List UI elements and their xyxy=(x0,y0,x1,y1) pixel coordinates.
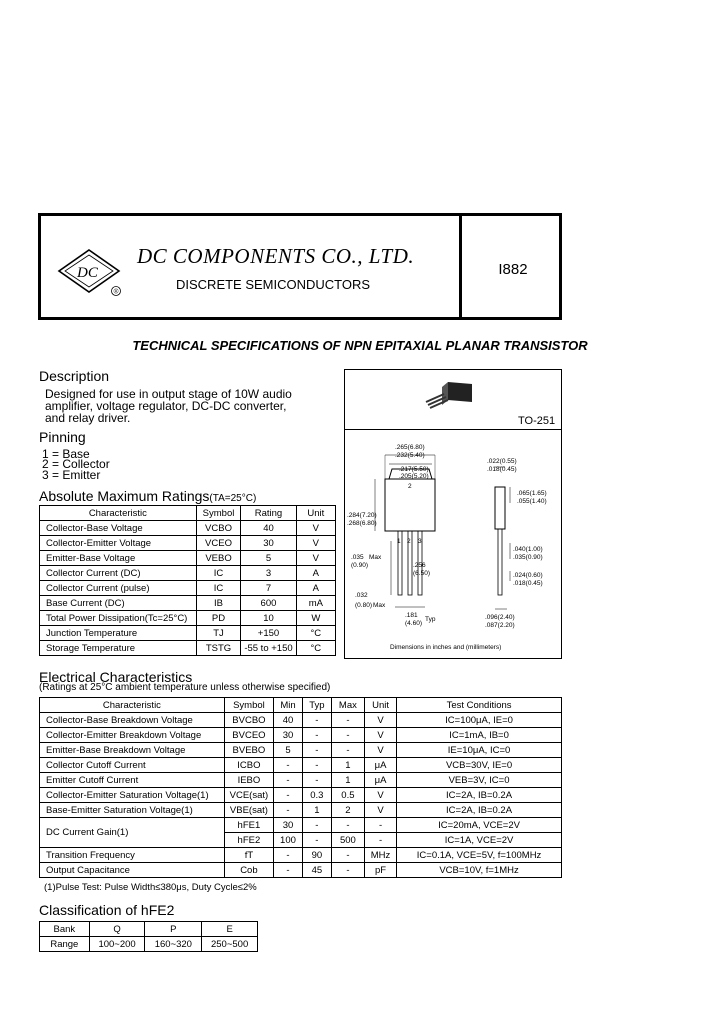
gain-cell: hFE1 xyxy=(224,818,273,833)
electrical-header-row xyxy=(40,698,562,713)
dim-d4: .205(5.20) xyxy=(399,473,429,480)
electrical-col-header: Test Conditions xyxy=(397,698,562,713)
electrical-cell: Base-Emitter Saturation Voltage(1) xyxy=(40,803,225,818)
electrical-note: (Ratings at 25°C ambient temperature unless otherwise specified) xyxy=(39,682,331,693)
electrical-row xyxy=(40,848,562,863)
abs-max-cell: V xyxy=(296,536,335,551)
abs-max-cell: W xyxy=(296,611,335,626)
electrical-cell: μA xyxy=(364,773,396,788)
abs-max-row xyxy=(40,641,336,656)
electrical-cell: Collector Cutoff Current xyxy=(40,758,225,773)
gain-cell: 30 xyxy=(274,818,303,833)
dim-d9: .284(7.20) xyxy=(347,512,377,519)
pinning-line-2: 2 = Collector xyxy=(42,457,110,471)
classification-col-header: P xyxy=(145,922,202,937)
electrical-row xyxy=(40,803,562,818)
dim-d18: .024(0.60) xyxy=(513,572,543,579)
electrical-cell: Cob xyxy=(224,863,273,878)
electrical-cell: 5 xyxy=(274,743,303,758)
electrical-cell: ICBO xyxy=(224,758,273,773)
pinning-heading: Pinning xyxy=(39,429,86,445)
electrical-footnote: (1)Pulse Test: Pulse Width≤380μs, Duty Cycle≤2% xyxy=(44,882,257,893)
classification-col-header: E xyxy=(202,922,258,937)
package-footnote: Dimensions in inches and (millimeters) xyxy=(390,644,502,651)
dim-d3: .217(5.50) xyxy=(399,466,429,473)
dim-d25: Typ xyxy=(425,616,436,623)
dim-d26: .096(2.40) xyxy=(485,614,515,621)
electrical-cell: IC=1mA, IB=0 xyxy=(397,728,562,743)
description-heading: Description xyxy=(39,368,110,384)
abs-max-row xyxy=(40,551,336,566)
package-name: TO-251 xyxy=(518,415,556,427)
dim-d17: .035(0.90) xyxy=(513,554,543,561)
gain-cell: - xyxy=(364,833,396,848)
abs-max-cell: 3 xyxy=(241,566,296,581)
electrical-cell: - xyxy=(331,728,364,743)
abs-max-cell: VCBO xyxy=(196,521,241,536)
abs-max-col-header: Symbol xyxy=(196,506,241,521)
electrical-cell: - xyxy=(331,713,364,728)
abs-max-cell: IC xyxy=(196,566,241,581)
dim-d20: .032 xyxy=(355,592,368,599)
dim-d21: (0.80) xyxy=(355,602,372,609)
abs-max-table xyxy=(39,505,336,656)
electrical-cell: VBE(sat) xyxy=(224,803,273,818)
abs-max-cell: mA xyxy=(296,596,335,611)
abs-max-row xyxy=(40,536,336,551)
abs-max-col-header: Unit xyxy=(296,506,335,521)
gain-cell: - xyxy=(364,818,396,833)
dc-logo xyxy=(55,247,127,297)
dim-d6: .018(0.45) xyxy=(487,466,517,473)
classification-heading: Classification of hFE2 xyxy=(39,902,175,918)
electrical-cell: 1 xyxy=(331,758,364,773)
dim-d27: .087(2.20) xyxy=(485,622,515,629)
pin-label-2: 2 xyxy=(407,538,411,545)
electrical-row xyxy=(40,743,562,758)
abs-max-header-row xyxy=(40,506,336,521)
electrical-cell: - xyxy=(331,848,364,863)
electrical-cell: 40 xyxy=(274,713,303,728)
electrical-cell: - xyxy=(274,773,303,788)
dim-d16: .040(1.00) xyxy=(513,546,543,553)
electrical-cell: IC=2A, IB=0.2A xyxy=(397,803,562,818)
abs-max-cell: Collector-Base Voltage xyxy=(40,521,197,536)
abs-max-cell: A xyxy=(296,566,335,581)
abs-max-row xyxy=(40,581,336,596)
dim-d7: .065(1.65) xyxy=(517,490,547,497)
abs-max-row xyxy=(40,611,336,626)
electrical-cell: - xyxy=(274,863,303,878)
abs-max-cell: 40 xyxy=(241,521,296,536)
dim-d2: .232(5.40) xyxy=(395,452,425,459)
electrical-cell: 90 xyxy=(302,848,331,863)
dim-d1: .265(6.80) xyxy=(395,444,425,451)
electrical-cell: VCE(sat) xyxy=(224,788,273,803)
classification-row xyxy=(40,937,258,952)
electrical-row xyxy=(40,713,562,728)
electrical-table xyxy=(39,697,562,878)
electrical-cell: IEBO xyxy=(224,773,273,788)
abs-max-heading-text: Absolute Maximum Ratings xyxy=(39,488,210,504)
abs-max-cell: VEBO xyxy=(196,551,241,566)
electrical-cell: 30 xyxy=(274,728,303,743)
company-subtitle: DISCRETE SEMICONDUCTORS xyxy=(176,277,371,292)
gain-label: DC Current Gain(1) xyxy=(40,818,225,848)
description-line-1: Designed for use in output stage of 10W audio xyxy=(45,387,292,401)
part-number: I882 xyxy=(498,261,528,278)
electrical-cell: 0.5 xyxy=(331,788,364,803)
gain-cell: IC=20mA, VCE=2V xyxy=(397,818,562,833)
dim-d8: .055(1.40) xyxy=(517,498,547,505)
electrical-row xyxy=(40,728,562,743)
registered-mark: ® xyxy=(113,288,119,296)
abs-max-col-header: Characteristic xyxy=(40,506,197,521)
classification-cell: Range xyxy=(40,937,90,952)
abs-max-cell: -55 to +150 xyxy=(241,641,296,656)
dim-d5: .022(0.55) xyxy=(487,458,517,465)
gain-row xyxy=(40,818,562,833)
dim-d12: (0.90) xyxy=(351,562,368,569)
abs-max-cell: 30 xyxy=(241,536,296,551)
document-title: TECHNICAL SPECIFICATIONS OF NPN EPITAXIAL PLANAR TRANSISTOR xyxy=(132,338,588,353)
gain-cell: - xyxy=(331,818,364,833)
electrical-cell: V xyxy=(364,788,396,803)
dim-d10: .268(6.80) xyxy=(347,520,377,527)
classification-col-header: Bank xyxy=(40,922,90,937)
abs-max-cell: VCEO xyxy=(196,536,241,551)
classification-cell: 160~320 xyxy=(145,937,202,952)
gain-cell: - xyxy=(302,818,331,833)
electrical-cell: V xyxy=(364,803,396,818)
electrical-cell: 2 xyxy=(331,803,364,818)
abs-max-cell: TJ xyxy=(196,626,241,641)
abs-max-cell: 600 xyxy=(241,596,296,611)
electrical-cell: - xyxy=(331,743,364,758)
electrical-cell: Collector-Emitter Breakdown Voltage xyxy=(40,728,225,743)
abs-max-cell: Collector-Emitter Voltage xyxy=(40,536,197,551)
electrical-cell: pF xyxy=(364,863,396,878)
gain-cell: - xyxy=(302,833,331,848)
gain-cell: hFE2 xyxy=(224,833,273,848)
dim-d23: .181 xyxy=(405,612,418,619)
electrical-col-header: Typ xyxy=(302,698,331,713)
electrical-cell: V xyxy=(364,743,396,758)
abs-max-cell: Collector Current (DC) xyxy=(40,566,197,581)
electrical-cell: 0.3 xyxy=(302,788,331,803)
electrical-row xyxy=(40,773,562,788)
classification-col-header: Q xyxy=(89,922,145,937)
electrical-col-header: Min xyxy=(274,698,303,713)
abs-max-cell: V xyxy=(296,551,335,566)
electrical-heading: Electrical Characteristics xyxy=(39,669,193,685)
electrical-cell: - xyxy=(331,863,364,878)
electrical-cell: - xyxy=(302,773,331,788)
electrical-cell: - xyxy=(274,803,303,818)
electrical-cell: - xyxy=(302,743,331,758)
abs-max-heading-cond: (TA=25°C) xyxy=(209,493,257,504)
electrical-cell: - xyxy=(274,758,303,773)
electrical-cell: V xyxy=(364,713,396,728)
abs-max-cell: +150 xyxy=(241,626,296,641)
pinning-line-1: 1 = Base xyxy=(42,447,90,461)
classification-cell: 250~500 xyxy=(202,937,258,952)
abs-max-cell: Base Current (DC) xyxy=(40,596,197,611)
electrical-col-header: Symbol xyxy=(224,698,273,713)
electrical-cell: - xyxy=(302,758,331,773)
classification-table xyxy=(39,921,258,952)
electrical-cell: IC=0.1A, VCE=5V, f=100MHz xyxy=(397,848,562,863)
package-dimension-drawing xyxy=(345,431,561,657)
company-name: DC COMPONENTS CO., LTD. xyxy=(137,244,415,268)
electrical-cell: - xyxy=(302,728,331,743)
dim-d14: .256 xyxy=(413,562,426,569)
pinning-line-3: 3 = Emitter xyxy=(42,468,101,482)
electrical-cell: IC=100μA, IE=0 xyxy=(397,713,562,728)
electrical-cell: - xyxy=(302,713,331,728)
abs-max-cell: V xyxy=(296,521,335,536)
gain-cell: 500 xyxy=(331,833,364,848)
electrical-col-header: Characteristic xyxy=(40,698,225,713)
abs-max-row xyxy=(40,566,336,581)
package-divider xyxy=(344,429,562,430)
abs-max-cell: 5 xyxy=(241,551,296,566)
electrical-cell: IE=10μA, IC=0 xyxy=(397,743,562,758)
electrical-cell: Emitter-Base Breakdown Voltage xyxy=(40,743,225,758)
electrical-row xyxy=(40,758,562,773)
electrical-cell: MHz xyxy=(364,848,396,863)
electrical-cell: - xyxy=(274,848,303,863)
dim-d19: .018(0.45) xyxy=(513,580,543,587)
abs-max-row xyxy=(40,596,336,611)
electrical-row xyxy=(40,788,562,803)
abs-max-cell: Storage Temperature xyxy=(40,641,197,656)
dim-d13: Max xyxy=(369,554,382,561)
electrical-cell: fT xyxy=(224,848,273,863)
electrical-col-header: Max xyxy=(331,698,364,713)
abs-max-cell: 10 xyxy=(241,611,296,626)
abs-max-row xyxy=(40,521,336,536)
tab-label: 2 xyxy=(408,483,412,490)
abs-max-cell: Emitter-Base Voltage xyxy=(40,551,197,566)
dim-d22: Max xyxy=(373,602,386,609)
electrical-cell: IC=2A, IB=0.2A xyxy=(397,788,562,803)
electrical-cell: BVCBO xyxy=(224,713,273,728)
electrical-cell: Collector-Emitter Saturation Voltage(1) xyxy=(40,788,225,803)
electrical-cell: 1 xyxy=(302,803,331,818)
electrical-col-header: Unit xyxy=(364,698,396,713)
abs-max-cell: Collector Current (pulse) xyxy=(40,581,197,596)
electrical-cell: 1 xyxy=(331,773,364,788)
abs-max-heading xyxy=(39,488,256,504)
abs-max-cell: IB xyxy=(196,596,241,611)
electrical-cell: Emitter Cutoff Current xyxy=(40,773,225,788)
gain-cell: IC=1A, VCE=2V xyxy=(397,833,562,848)
header-divider xyxy=(459,213,462,320)
classification-cell: 100~200 xyxy=(89,937,145,952)
abs-max-cell: °C xyxy=(296,626,335,641)
abs-max-row xyxy=(40,626,336,641)
electrical-cell: V xyxy=(364,728,396,743)
abs-max-col-header: Rating xyxy=(241,506,296,521)
package-illustration xyxy=(420,378,490,414)
electrical-cell: VCB=10V, f=1MHz xyxy=(397,863,562,878)
description-line-2: amplifier, voltage regulator, DC-DC converter, xyxy=(45,399,287,413)
electrical-row xyxy=(40,863,562,878)
dim-d24: (4.60) xyxy=(405,620,422,627)
description-line-3: and relay driver. xyxy=(45,411,131,425)
electrical-cell: Output Capacitance xyxy=(40,863,225,878)
dim-d11: .035 xyxy=(351,554,364,561)
abs-max-cell: IC xyxy=(196,581,241,596)
abs-max-cell: Junction Temperature xyxy=(40,626,197,641)
pin-label-3: 3 xyxy=(418,538,422,545)
abs-max-cell: Total Power Dissipation(Tc=25°C) xyxy=(40,611,197,626)
electrical-cell: 45 xyxy=(302,863,331,878)
electrical-cell: VCB=30V, IE=0 xyxy=(397,758,562,773)
gain-cell: 100 xyxy=(274,833,303,848)
electrical-cell: Transition Frequency xyxy=(40,848,225,863)
abs-max-cell: A xyxy=(296,581,335,596)
electrical-cell: μA xyxy=(364,758,396,773)
abs-max-cell: TSTG xyxy=(196,641,241,656)
electrical-cell: BVCEO xyxy=(224,728,273,743)
pin-label-1: 1 xyxy=(397,538,401,545)
electrical-cell: Collector-Base Breakdown Voltage xyxy=(40,713,225,728)
abs-max-cell: PD xyxy=(196,611,241,626)
classification-header-row xyxy=(40,922,258,937)
logo-text: DC xyxy=(77,265,98,281)
dim-d15: (6.50) xyxy=(413,570,430,577)
abs-max-cell: °C xyxy=(296,641,335,656)
electrical-cell: - xyxy=(274,788,303,803)
abs-max-cell: 7 xyxy=(241,581,296,596)
electrical-cell: VEB=3V, IC=0 xyxy=(397,773,562,788)
electrical-cell: BVEBO xyxy=(224,743,273,758)
